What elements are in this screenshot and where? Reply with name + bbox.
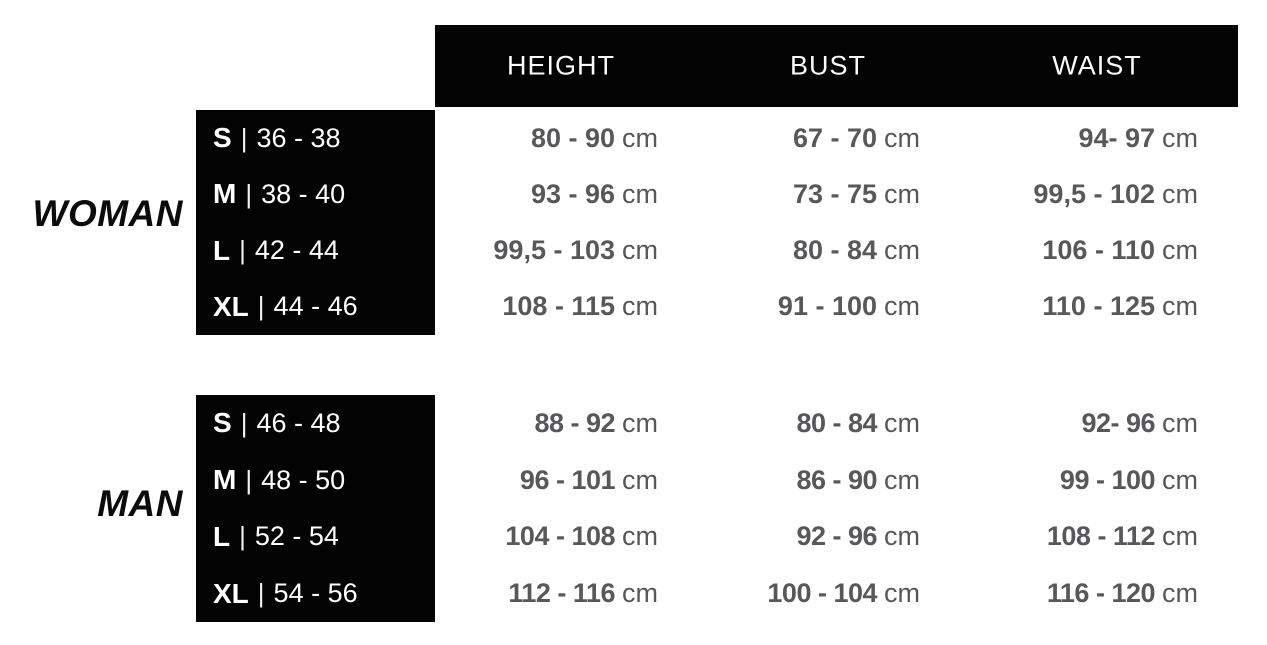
measurement-value	[796, 521, 920, 552]
column-header-height: HEIGHT	[506, 50, 616, 81]
value-number: 106 - 110	[1042, 235, 1155, 266]
pipe-separator: |	[239, 235, 246, 266]
size-range: 54 - 56	[273, 578, 358, 609]
measurement-value	[793, 179, 920, 210]
value-number: 91 - 100	[777, 291, 877, 322]
column-header-bust: BUST	[789, 50, 867, 81]
value-number: 88 - 92	[534, 407, 615, 438]
size-letter: S	[213, 122, 232, 154]
unit-label: cm	[622, 178, 658, 209]
measurement-value	[778, 291, 920, 322]
size-letter: L	[213, 520, 231, 552]
unit-label: cm	[884, 178, 920, 209]
unit-label: cm	[884, 521, 920, 552]
unit-label: cm	[1162, 407, 1198, 438]
unit-label: cm	[884, 578, 920, 609]
unit-label: cm	[884, 122, 920, 153]
measurement-value	[1060, 465, 1198, 496]
measurement-value	[520, 465, 658, 496]
unit-label: cm	[1162, 122, 1198, 153]
size-row	[213, 122, 435, 154]
value-number: 108 - 115	[502, 291, 615, 322]
measurement-value	[1033, 179, 1198, 210]
measurement-value	[1042, 291, 1198, 322]
value-number: 80 - 90	[530, 122, 615, 153]
column-header-waist: WAIST	[1052, 50, 1142, 81]
size-range: 36 - 38	[256, 122, 341, 153]
unit-label: cm	[1162, 521, 1198, 552]
measurement-value	[534, 408, 658, 439]
unit-label: cm	[884, 235, 920, 266]
unit-label: cm	[1162, 578, 1198, 609]
measurement-value	[1081, 408, 1198, 439]
table-header	[435, 25, 1238, 107]
pipe-separator: |	[245, 464, 253, 495]
value-number: 67 - 70	[792, 122, 877, 153]
section-label-man: MAN	[97, 483, 183, 524]
height-column-woman	[440, 110, 658, 335]
pipe-separator: |	[257, 291, 265, 322]
pipe-separator: |	[240, 407, 248, 438]
pipe-separator: |	[245, 178, 253, 209]
value-number: 73 - 75	[792, 178, 877, 209]
value-number: 108 - 112	[1046, 521, 1155, 552]
value-number: 92- 96	[1081, 407, 1155, 438]
measurement-value	[793, 235, 920, 266]
pipe-separator: |	[239, 521, 246, 552]
value-number: 80 - 84	[796, 407, 877, 438]
value-number: 92 - 96	[796, 521, 877, 552]
measurement-value	[767, 578, 920, 609]
measurement-value	[796, 465, 920, 496]
size-letter: L	[213, 234, 231, 266]
measurement-value	[1042, 235, 1198, 266]
waist-column-woman	[970, 110, 1198, 335]
measurement-value	[505, 521, 658, 552]
value-number: 99 - 100	[1059, 464, 1155, 495]
measurement-value	[531, 179, 658, 210]
value-number: 104 - 108	[505, 521, 615, 552]
size-row	[213, 407, 435, 439]
unit-label: cm	[884, 407, 920, 438]
bust-column-man	[700, 395, 920, 622]
height-column-man	[440, 395, 658, 622]
size-range: 38 - 40	[261, 178, 346, 209]
unit-label: cm	[1162, 178, 1198, 209]
value-number: 112 - 116	[508, 578, 615, 609]
size-range: 48 - 50	[261, 464, 346, 495]
measurement-value	[502, 291, 658, 322]
measurement-value	[793, 123, 920, 154]
value-number: 93 - 96	[530, 178, 615, 209]
unit-label: cm	[622, 464, 658, 495]
unit-label: cm	[1162, 291, 1198, 322]
bust-column-woman	[700, 110, 920, 335]
size-range: 52 - 54	[254, 521, 339, 552]
size-range: 42 - 44	[254, 235, 339, 266]
value-number: 99,5 - 103	[493, 235, 615, 266]
section-label-woman: WOMAN	[32, 193, 183, 234]
measurement-value	[1047, 578, 1198, 609]
value-number: 110 - 125	[1042, 291, 1155, 322]
unit-label: cm	[622, 291, 658, 322]
unit-label: cm	[622, 407, 658, 438]
measurement-value	[508, 578, 658, 609]
size-row	[213, 521, 435, 553]
unit-label: cm	[1162, 464, 1198, 495]
measurement-value	[1078, 123, 1198, 154]
size-row	[213, 464, 435, 496]
pipe-separator: |	[257, 578, 265, 609]
unit-label: cm	[1162, 235, 1198, 266]
waist-column-man	[970, 395, 1198, 622]
measurement-value	[1047, 521, 1198, 552]
value-number: 80 - 84	[792, 235, 877, 266]
value-number: 116 - 120	[1046, 578, 1155, 609]
value-number: 86 - 90	[796, 464, 877, 495]
measurement-value	[493, 235, 658, 266]
value-number: 100 - 104	[767, 578, 877, 609]
unit-label: cm	[622, 235, 658, 266]
size-letter: M	[213, 464, 237, 496]
size-box-man	[196, 395, 435, 622]
size-range: 46 - 48	[256, 407, 341, 438]
value-number: 94- 97	[1078, 122, 1155, 153]
measurement-value	[796, 408, 920, 439]
size-letter: M	[213, 178, 237, 210]
unit-label: cm	[622, 122, 658, 153]
size-row	[213, 235, 435, 267]
size-row	[213, 291, 435, 323]
measurement-value	[531, 123, 658, 154]
size-range: 44 - 46	[273, 291, 358, 322]
size-letter: S	[213, 407, 232, 439]
value-number: 96 - 101	[519, 464, 615, 495]
unit-label: cm	[622, 578, 658, 609]
value-number: 99,5 - 102	[1033, 178, 1155, 209]
pipe-separator: |	[240, 122, 248, 153]
size-row	[213, 578, 435, 610]
size-row	[213, 178, 435, 210]
size-letter: XL	[213, 290, 249, 322]
unit-label: cm	[884, 464, 920, 495]
size-box-woman	[196, 110, 435, 335]
unit-label: cm	[884, 291, 920, 322]
size-letter: XL	[213, 577, 249, 609]
unit-label: cm	[622, 521, 658, 552]
